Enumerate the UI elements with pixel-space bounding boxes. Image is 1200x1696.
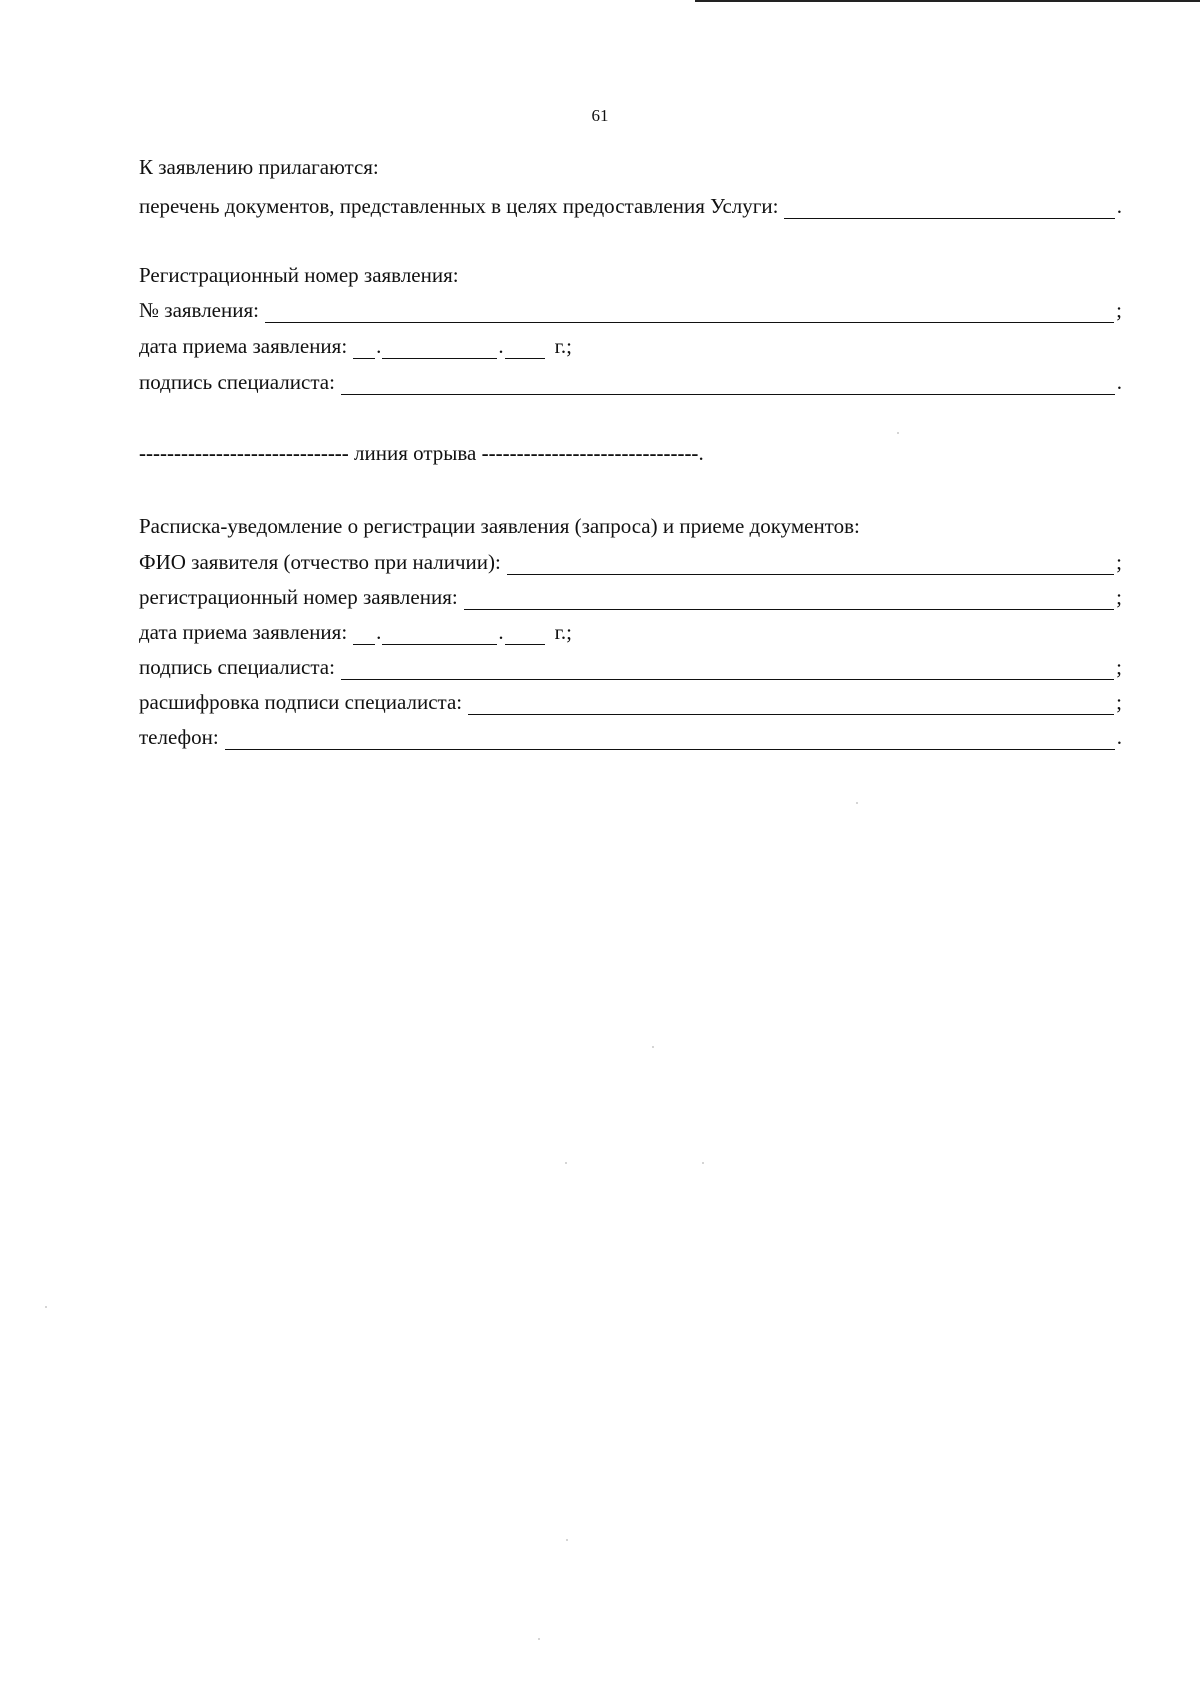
receipt-date-year-field[interactable]: [505, 624, 545, 645]
documents-list-end: .: [1116, 194, 1122, 218]
registration-signature-row: [139, 369, 1122, 395]
scan-speck: [652, 1046, 654, 1048]
attachments-heading: [139, 154, 1122, 180]
applicant-name-row: [139, 549, 1122, 575]
receipt-date-day-field[interactable]: [353, 624, 375, 645]
receipt-regnum-row: [139, 584, 1122, 610]
attachments-heading-text: К заявлению прилагаются:: [139, 155, 379, 179]
page-number: 61: [591, 106, 609, 125]
registration-date-day-field[interactable]: [353, 338, 375, 359]
scan-speck: [856, 802, 858, 804]
tear-line-end: .: [698, 441, 704, 465]
receipt-date-year-suffix: г.;: [554, 620, 573, 644]
tear-line-right-dashes: -------------------------------: [481, 441, 699, 465]
receipt-regnum-label: регистрационный номер заявления:: [139, 585, 458, 609]
registration-date-dot-1: .: [376, 334, 382, 358]
scan-speck: [45, 1306, 47, 1308]
receipt-date-month-field[interactable]: [382, 624, 497, 645]
applicant-name-field[interactable]: [507, 554, 1114, 575]
tear-line: [139, 440, 704, 466]
receipt-heading: [139, 513, 1122, 539]
scan-speck: [565, 1162, 567, 1164]
scan-speck: [702, 1162, 704, 1164]
phone-field[interactable]: [225, 729, 1115, 750]
application-number-field[interactable]: [265, 302, 1114, 323]
tear-line-left-dashes: ------------------------------: [139, 441, 349, 465]
phone-end: .: [1116, 725, 1122, 749]
applicant-name-label: ФИО заявителя (отчество при наличии):: [139, 550, 501, 574]
registration-date-year-suffix: г.;: [554, 334, 573, 358]
receipt-signature-field[interactable]: [341, 659, 1114, 680]
receipt-regnum-end: ;: [1116, 585, 1122, 609]
receipt-date-dot-2: .: [498, 620, 504, 644]
registration-date-row: [139, 333, 1122, 359]
signature-decode-field[interactable]: [468, 694, 1114, 715]
registration-heading: [139, 262, 1122, 288]
documents-list-field[interactable]: [784, 198, 1114, 219]
application-number-end: ;: [1116, 298, 1122, 322]
registration-signature-field[interactable]: [341, 374, 1115, 395]
phone-row: [139, 724, 1122, 750]
documents-list-label: перечень документов, представленных в целях предоставления Услуги:: [139, 194, 779, 218]
receipt-heading-text: Расписка-уведомление о регистрации заявления (запроса) и приеме документов:: [139, 514, 860, 538]
signature-decode-label: расшифровка подписи специалиста:: [139, 690, 463, 714]
registration-signature-end: .: [1116, 370, 1122, 394]
receipt-date-row: [139, 619, 1122, 645]
documents-list-row: [139, 193, 1122, 219]
phone-label: телефон:: [139, 725, 219, 749]
receipt-date-label: дата приема заявления:: [139, 620, 348, 644]
signature-decode-end: ;: [1116, 690, 1122, 714]
scan-speck: [538, 1638, 540, 1640]
application-number-label: № заявления:: [139, 298, 259, 322]
application-number-row: [139, 297, 1122, 323]
scan-edge-line: [695, 0, 1200, 2]
receipt-signature-end: ;: [1116, 655, 1122, 679]
receipt-signature-label: подпись специалиста:: [139, 655, 335, 679]
registration-heading-text: Регистрационный номер заявления:: [139, 263, 459, 287]
applicant-name-end: ;: [1116, 550, 1122, 574]
registration-date-year-field[interactable]: [505, 338, 545, 359]
registration-date-field: [353, 333, 572, 359]
registration-signature-label: подпись специалиста:: [139, 370, 335, 394]
scan-speck: [897, 432, 899, 434]
registration-date-dot-2: .: [498, 334, 504, 358]
receipt-date-field: [353, 619, 572, 645]
receipt-regnum-field[interactable]: [464, 589, 1114, 610]
signature-decode-row: [139, 689, 1122, 715]
receipt-date-dot-1: .: [376, 620, 382, 644]
registration-date-label: дата приема заявления:: [139, 334, 348, 358]
registration-date-month-field[interactable]: [382, 338, 497, 359]
tear-line-text: линия отрыва: [354, 441, 477, 465]
receipt-signature-row: [139, 654, 1122, 680]
scan-speck: [566, 1539, 568, 1541]
